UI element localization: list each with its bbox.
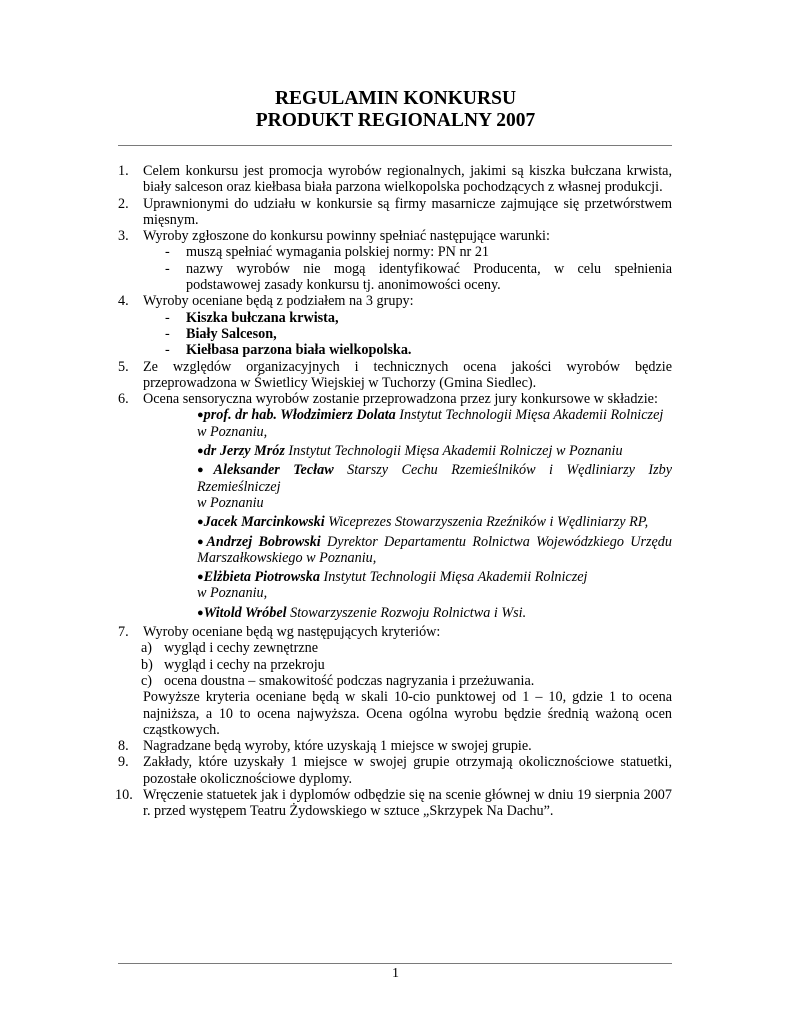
jury-member-affiliation: Instytut Technologii Mięsa Akademii Rolniczej [395,407,664,424]
jury-member-affiliation: Starszy Cechu Rzemieślników i Wędliniarzy Izby Rzemieślniczej [197,462,672,495]
bullet-icon: ● [197,571,204,584]
rule-item-6 [118,391,672,407]
header-divider [118,145,672,146]
jury-member [197,407,672,440]
rule-text: Nagradzane będą wyroby, które uzyskają 1 miejsce w swojej grupie. [143,738,532,755]
rule-number: 5. [118,358,129,375]
rule-text: Powyższe kryteria oceniane będą w skali 10-cio punktowej od 1 – 10, gdzie 1 to ocena najniższa, a 10 to ocena najwyższa. Ocena ogólna wyrobu będzie średnią ważoną ocen cząstkowych. [143,689,672,738]
rule-text: Ocena sensoryczna wyrobów zostanie przeprowadzona przez jury konkursowe w składzie: [143,391,658,408]
rule-number: 4. [118,293,129,310]
jury-member-name: dr Jerzy Mróz [203,443,285,460]
bullet-icon: ● [197,464,214,477]
jury-member-name: Elżbieta Piotrowska [203,569,320,586]
bullet-icon: ● [197,535,207,548]
rule-number: 1. [118,163,129,179]
rule-text: Ze względów organizacyjnych i technicznych ocena jakości wyrobów będzie przeprowadzona w Świetlicy Wiejskiej w Tuchorzy (Gmina Siedlec). [143,358,672,391]
condition-item: - nazwy wyrobów nie mogą identyfikować Producenta, w celu spełnienia podstawowej zasady konkursu tj. anonimowości oceny. [165,260,672,294]
jury-member [197,514,672,530]
jury-member-name: Andrzej Bobrowski [206,533,321,550]
jury-member [197,605,672,621]
product-group-item: - Kiełbasa parzona biała wielkopolska. [118,342,672,358]
jury-member-affiliation: Instytut Technologii Mięsa Akademii Rolniczej w Poznaniu [284,443,623,460]
jury-member-city: w Poznaniu, [197,423,268,440]
rules-list [115,163,672,820]
criterion-item [118,657,672,673]
jury-member [197,462,672,511]
jury-member-affiliation: Instytut Technologii Mięsa Akademii Rolniczej [319,569,588,586]
criterion-item [118,673,672,689]
rule-number: 6. [118,391,129,408]
bullet-icon: ● [197,409,204,422]
rule-item-7-continuation [118,689,672,738]
rule-text: Wyroby oceniane będą z podziałem na 3 grupy: [143,293,414,310]
rule-item-10 [115,786,672,820]
jury-member-name: Aleksander Tecław [213,462,334,479]
rule-text: Wyroby zgłoszone do konkursu powinny spełniać następujące warunki: [143,228,550,245]
rule-item-3 [118,228,672,244]
rule-number: 10. [115,786,133,803]
jury-member-name: Jacek Marcinkowski [203,514,325,531]
rule-number: 8. [118,738,129,755]
rule-item-5 [118,359,672,392]
bullet-icon: ● [197,516,204,529]
criterion-text: wygląd i cechy na przekroju [164,656,325,673]
jury-member [197,534,672,567]
criterion-letter: a) [141,640,153,657]
condition-item: - muszą spełniać wymagania polskiej normy: PN nr 21 [118,244,672,260]
jury-member-name: Witold Wróbel [203,604,287,621]
rule-number: 3. [118,228,129,245]
rule-item-9 [118,754,672,787]
jury-member-city: w Poznaniu, [197,585,268,602]
rule-item-7 [118,624,672,640]
criterion-text: wygląd i cechy zewnętrzne [164,640,319,657]
bullet-icon: ● [197,445,204,458]
product-group-text: Kiszka bułczana krwista, [186,309,339,326]
rule-item-4 [118,293,672,309]
jury-member [197,569,672,602]
document-title-line2: PRODUKT REGIONALNY 2007 [255,110,536,131]
condition-text: muszą spełniać wymagania polskiej normy: PN nr 21 [186,244,490,261]
rule-text: Zakłady, które uzyskały 1 miejsce w swojej grupie otrzymają okolicznościowe statuetki, pozostałe okolicznościowe dyplomy. [143,754,672,787]
criterion-letter: b) [141,656,153,673]
criterion-text: ocena doustna – smakowitość podczas nagryzania i przeżuwania. [164,672,535,689]
rule-number: 2. [118,195,129,212]
product-group-text: Biały Salceson, [186,325,277,342]
jury-member-city: w Poznaniu [197,494,264,511]
page-number: 1 [392,966,399,981]
rule-text: Celem konkursu jest promocja wyrobów regionalnych, jakimi są kiszka bułczana krwista, biały salceson oraz kiełbasa biała parzona wielkopolska pochodzących z własnej produkcji. [143,163,672,196]
criterion-letter: c) [141,672,153,689]
rule-text: Wręczenie statuetek jak i dyplomów odbędzie się na scenie głównej w dniu 19 sierpnia 2007 r. przed występem Teatru Żydowskiego w sztuce „Skrzypek Na Dachu”. [143,786,672,820]
jury-member-affiliation: Wiceprezes Stowarzyszenia Rzeźników i Wędliniarzy RP, [324,514,649,531]
product-group-text: Kiełbasa parzona biała wielkopolska. [186,342,412,359]
rule-number: 7. [118,624,129,641]
footer-divider [118,963,672,964]
jury-member [197,443,672,459]
product-group-item: - Kiszka bułczana krwista, [118,310,672,326]
document-title-line1: REGULAMIN KONKURSU [274,88,517,109]
rule-item-8 [118,738,672,754]
condition-text: nazwy wyrobów nie mogą identyfikować Producenta, w celu spełnienia podstawowej zasady konkursu tj. anonimowości oceny. [186,260,672,294]
jury-member-affiliation: Stowarzyszenie Rozwoju Rolnictwa i Wsi. [286,604,527,621]
rule-number: 9. [118,754,129,771]
bullet-icon: ● [197,606,204,619]
rule-item-1 [118,163,672,196]
jury-member-affiliation: Dyrektor Departamentu Rolnictwa Wojewódzkiego Urzędu Marszałkowskiego w Poznaniu, [197,533,672,566]
product-group-item: - Biały Salceson, [118,326,672,342]
rule-item-2 [118,196,672,229]
rule-text: Wyroby oceniane będą wg następujących kryteriów: [143,624,441,641]
criterion-item [118,640,672,656]
jury-member-name: prof. dr hab. Włodzimierz Dolata [203,407,396,424]
jury-list [118,407,672,621]
rule-text: Uprawnionymi do udziału w konkursie są firmy masarnicze zajmujące się przetwórstwem mięsnym. [143,195,672,228]
